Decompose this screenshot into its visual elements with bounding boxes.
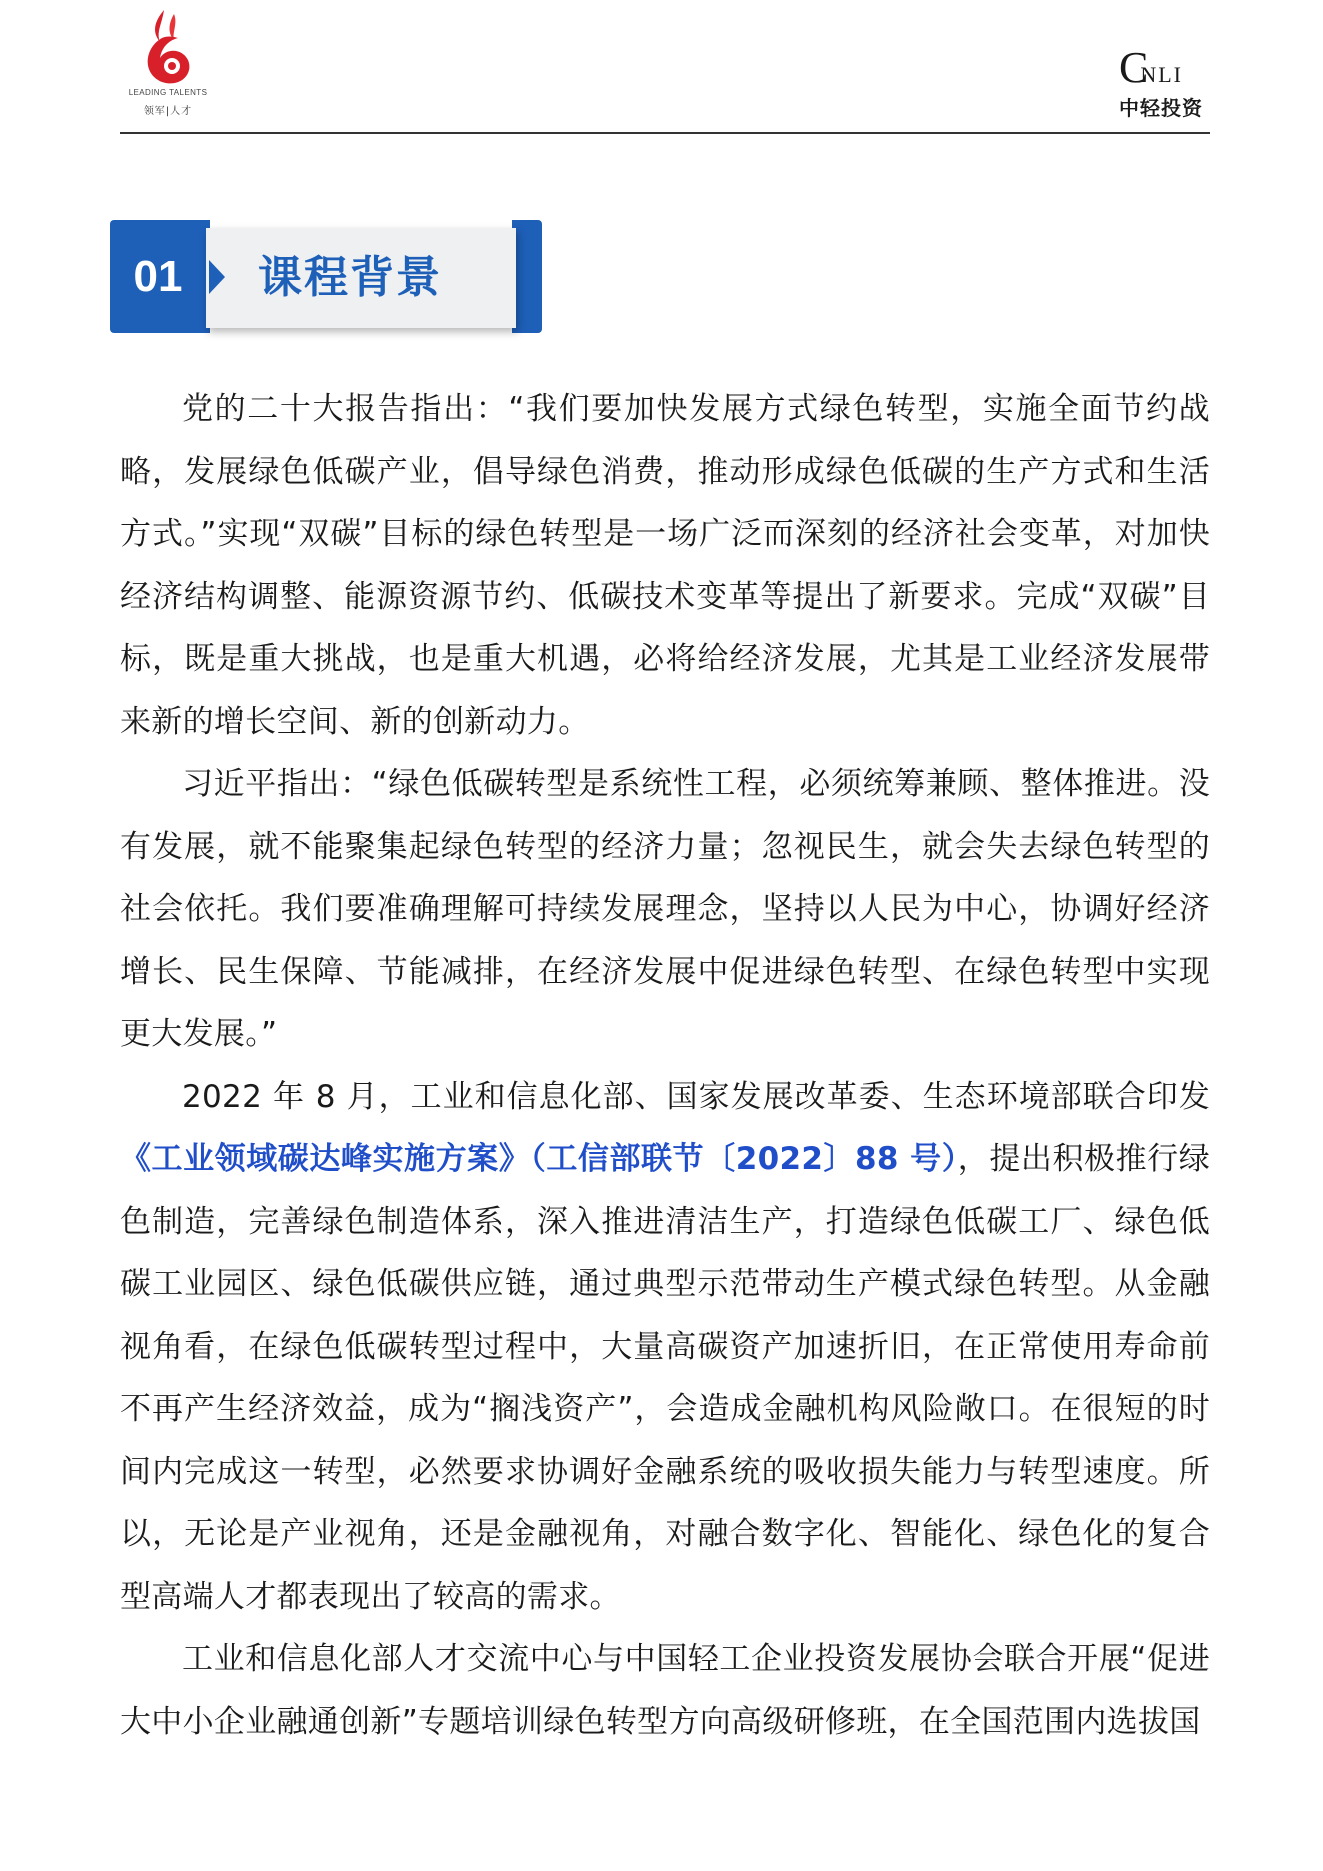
page-header [0,0,1323,135]
section-title: 课程背景 [258,252,442,303]
paragraph-3-rest: ，提出积极推行绿色制造，完善绿色制造体系，深入推进清洁生产，打造绿色低碳工厂、绿色低碳工业园区、绿色低碳供应链，通过典型示范带动生产模式绿色转型。从金融视角看，在绿色低碳转型过程中，大量高碳资产加速折旧，在正常使用寿命前不再产生经济效益，成为“搁浅资产”，会造成金融机构风险敞口。在很短的时间内完成这一转型，必然要求协调好金融系统的吸收损失能力与转型速度。所以，无论是产业视角，还是金融视角，对融合数字化、智能化、绿色化的复合型高端人才都表现出了较高的需求。 [120,1141,1210,1615]
cnli-wordmark [1119,42,1183,90]
paragraph-3-lead: 2022 年 8 月，工业和信息化部、国家发展改革委、生态环境部联合印发 [182,1078,1210,1115]
paragraph-3 [120,1066,1210,1629]
cnli-letters: NLI [1140,62,1184,87]
logo-english-text: LEADING TALENTS [128,88,208,97]
section-heading-right-bar [512,220,542,333]
paragraph-4: 工业和信息化部人才交流中心与中国轻工企业投资发展协会联合开展“促进大中小企业融通创新”专题培训绿色转型方向高级研修班，在全国范围内选拔国 [120,1641,1210,1740]
leading-talents-logo [120,8,216,120]
flame-six-logo-icon [134,8,202,88]
section-number: 01 [133,252,183,301]
logo-chinese-text: 领军|人才 [143,106,193,117]
cnli-logo [1111,42,1211,122]
chevron-right-icon [209,260,225,294]
header-divider [120,132,1210,134]
policy-document-title: 《工业领域碳达峰实施方案》（工信部联节〔2022〕88 号） [120,1141,958,1177]
paragraph-2: 习近平指出：“绿色低碳转型是系统性工程，必须统筹兼顾、整体推进。没有发展，就不能聚集起绿色转型的经济力量；忽视民生，就会失去绿色转型的社会依托。我们要准确理解可持续发展理念，坚持以人民为中心，协调好经济增长、民生保障、节能减排，在经济发展中促进绿色转型、在绿色转型中实现更大发展。” [120,766,1210,1052]
cnli-letter-c: C [1119,43,1149,92]
paragraph-1: 党的二十大报告指出：“我们要加快发展方式绿色转型，实施全面节约战略，发展绿色低碳产业，倡导绿色消费，推动形成绿色低碳的生产方式和生活方式。”实现“双碳”目标的绿色转型是一场广泛而深刻的经济社会变革，对加快经济结构调整、能源资源节约、低碳技术变革等提出了新要求。完成“双碳”目标，既是重大挑战，也是重大机遇，必将给经济发展，尤其是工业经济发展带来新的增长空间、新的创新动力。 [120,391,1210,740]
body-content [120,378,1210,1753]
cnli-chinese-name: 中轻投资 [1119,96,1203,120]
section-heading [110,220,542,333]
